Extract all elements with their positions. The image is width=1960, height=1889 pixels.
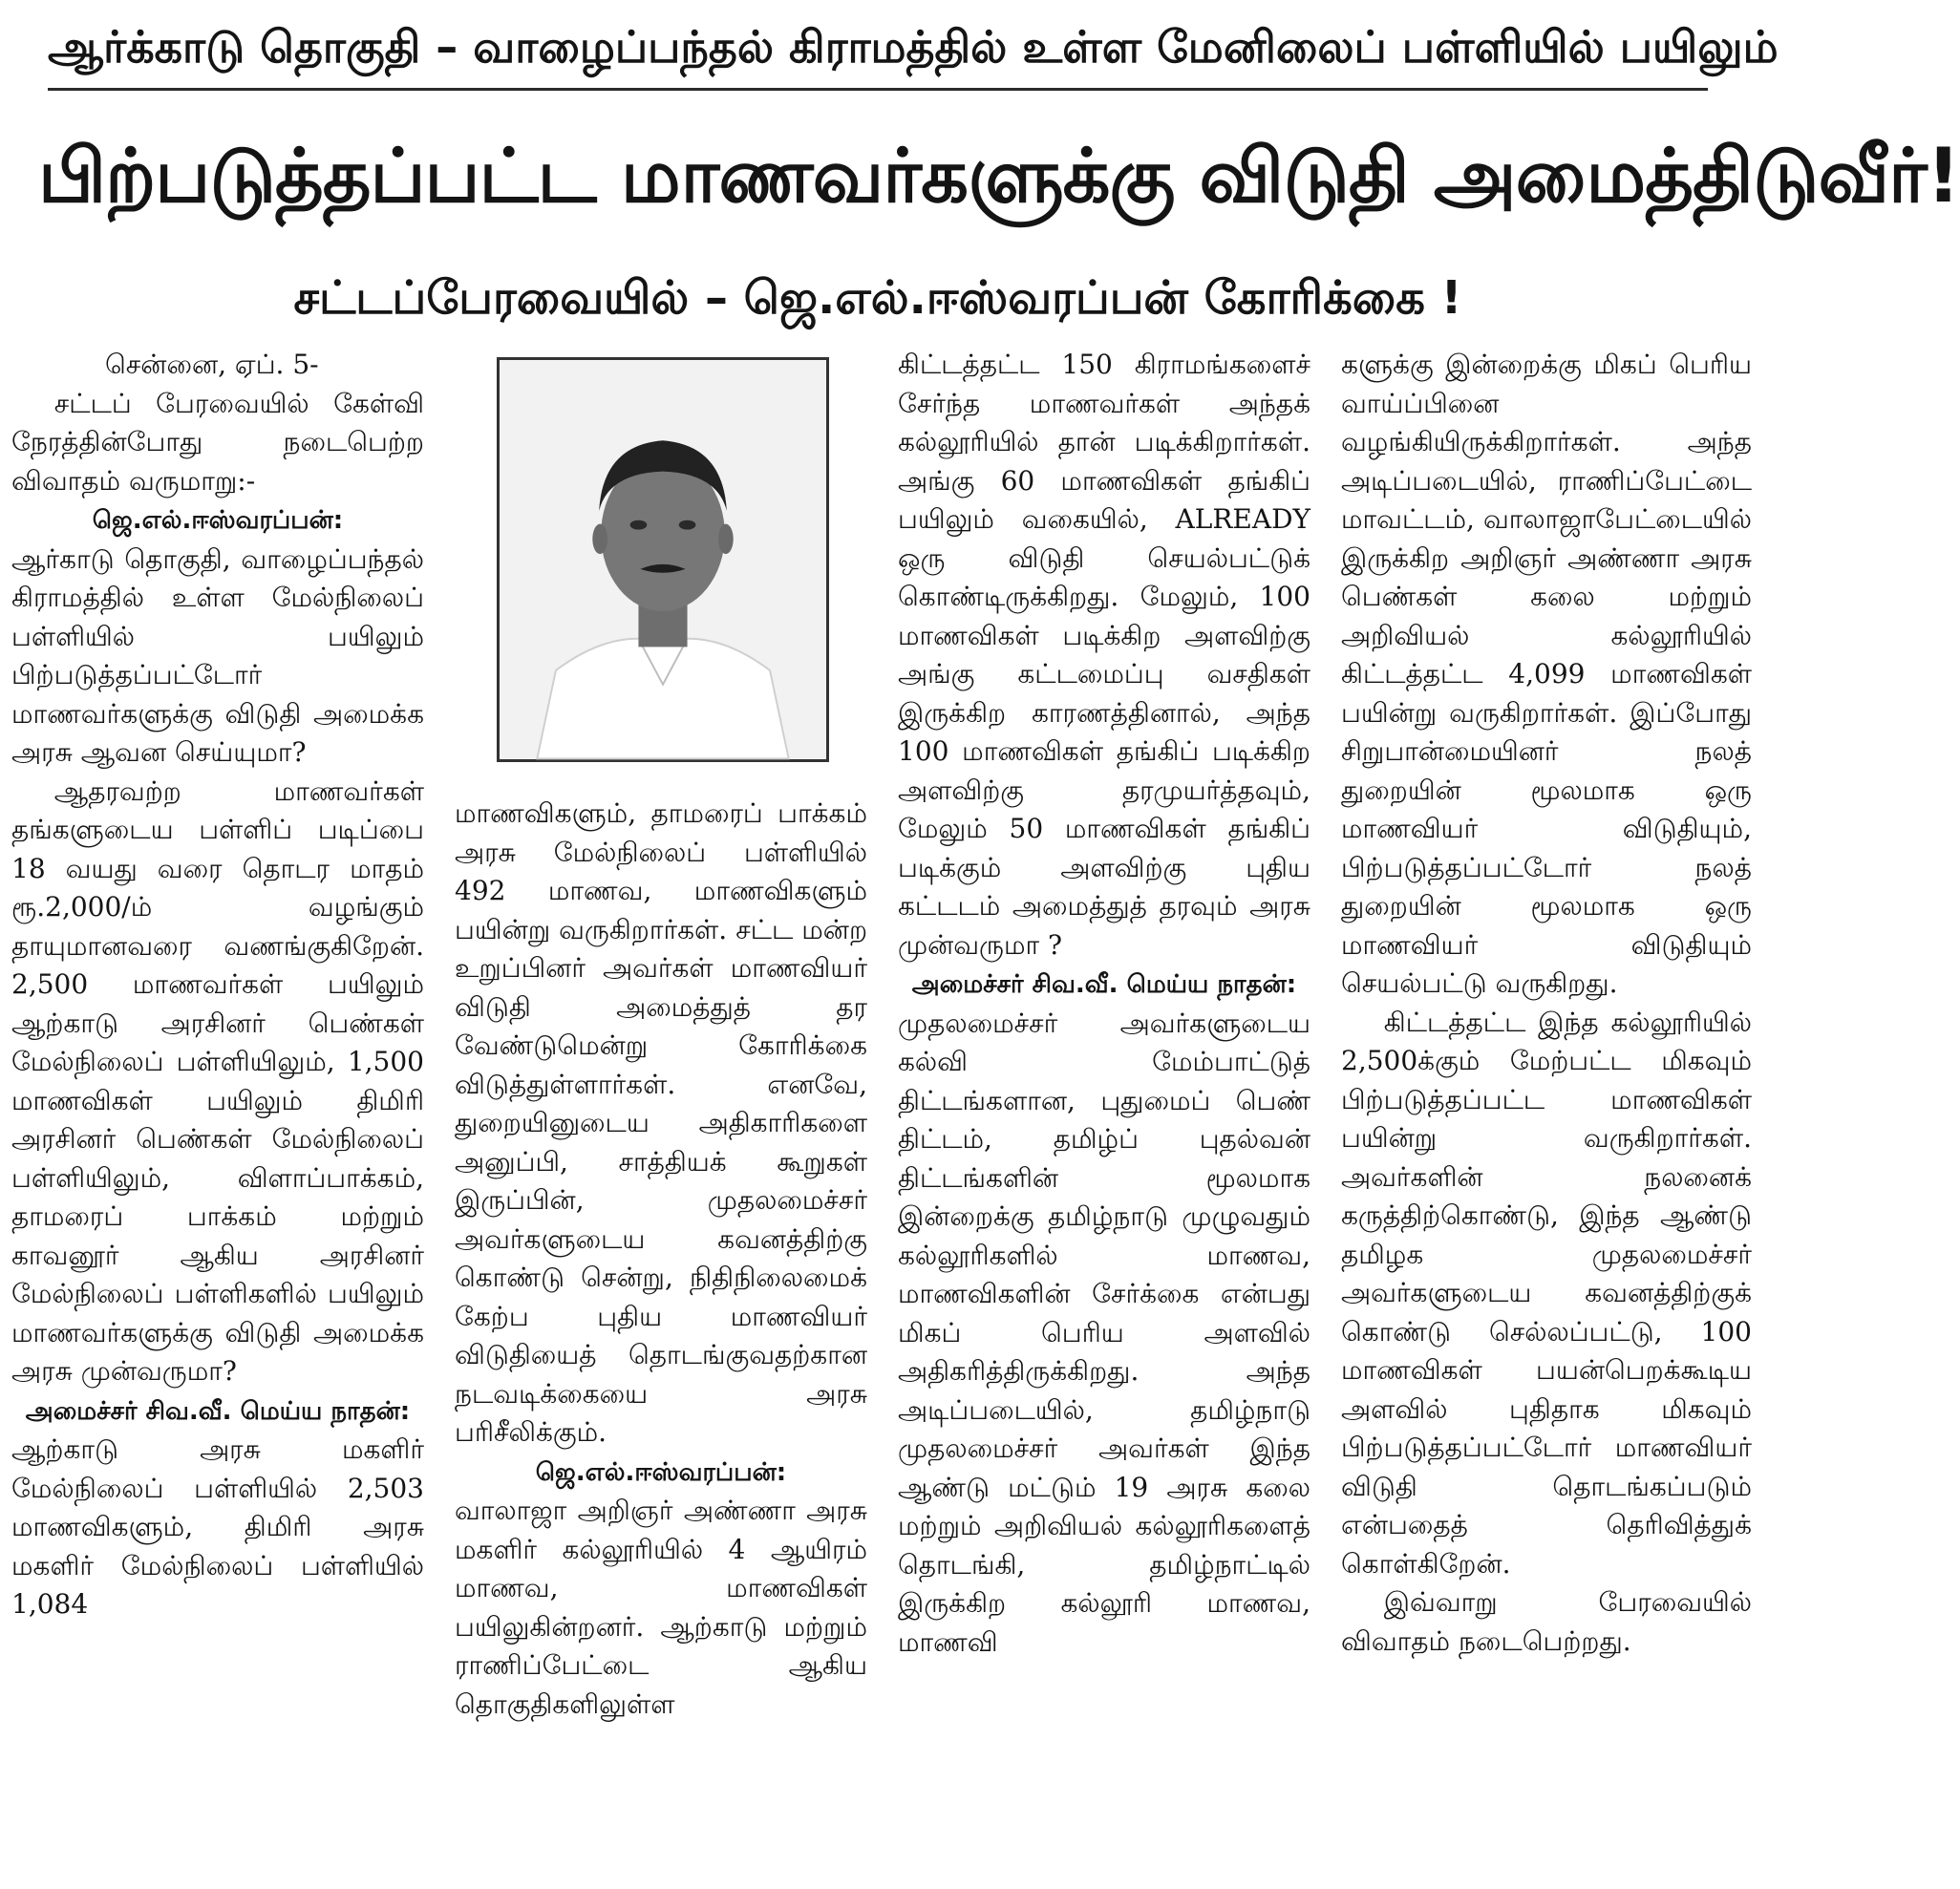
speaker-name: ஜெ.எல்.ஈஸ்வரப்பன்: — [535, 1457, 787, 1487]
paragraph: மாணவிகளும், தாமரைப் பாக்கம் அரசு மேல்நிலைப் பள்ளியில் 492 மாணவ, மாணவிகளும் பயின்று வருகிறார்கள். சட்ட மன்ற உறுப்பினர் அவர்கள் மாணவியர் விடுதி அமைத்துத் தர வேண்டுமென்று கோரிக்கை விடுத்துள்ளார்கள். எனவே, துறையினுடைய அதிகாரிகளை அனுப்பி, சாத்தியக் கூறுகள் இருப்பின், முதலமைச்சர் அவர்களுடைய கவனத்திற்கு கொண்டு சென்று, நிதிநிலைமைக் கேற்ப புதிய மாணவியர் விடுதியைத் தொடங்குவதற்கான நடவடிக்கையை அரசு பரிசீலிக்கும். — [455, 797, 867, 1448]
kicker-line: ஆர்க்காடு தொகுதி – வாழைப்பந்தல் கிராமத்தில் உள்ள மேனிலைப் பள்ளியில் பயிலும் — [48, 21, 1779, 73]
portrait-photo — [497, 357, 829, 762]
speaker-label — [898, 965, 1310, 1005]
speaker-label — [455, 1453, 867, 1493]
portrait-illustration — [500, 360, 826, 759]
paragraph: கிட்டத்தட்ட 150 கிராமங்களைச் சேர்ந்த மாணவர்கள் அந்தக் கல்லூரியில் தான் படிக்கிறார்கள். அங்கு 60 மாணவிகள் தங்கிப் பயிலும் வகையில், ALREADY ஒரு விடுதி செயல்பட்டுக் கொண்டிருக்கிறது. மேலும், 100 மாணவிகள் படிக்கிற அளவிற்கு அங்கு கட்டமைப்பு வசதிகள் இருக்கிற காரணத்தினால், அந்த 100 மாணவிகள் தங்கிப் படிக்கிற அளவிற்கு தரமுயர்த்தவும், மேலும் 50 மாணவிகள் தங்கிப் படிக்கும் அளவிற்கு புதிய கட்டடம் அமைத்துத் தரவும் அரசு முன்வருமா ? — [898, 349, 1310, 961]
dateline: சென்னை, ஏப். 5- — [105, 349, 319, 380]
paragraph: கிட்டத்தட்ட இந்த கல்லூரியில் 2,500க்கும் மேற்பட்ட மிகவும் பிற்படுத்தப்பட்ட மாணவிகள் பயின்று வருகிறார்கள். அவர்களின் நலனைக் கருத்திற்கொண்டு, இந்த ஆண்டு தமிழக முதலமைச்சர் அவர்களுடைய கவனத்திற்குக் கொண்டு செல்லப்பட்டு, 100 மாணவிகள் பயன்பெறக்கூடிய அளவில் புதிதாக மிகவும் பிற்படுத்தப்பட்டோர் மாணவியர் விடுதி தொடங்கப்படும் என்பதைத் தெரிவித்துக் கொள்கிறேன். — [1341, 1006, 1752, 1580]
speaker-name: அமைச்சர் சிவ.வீ. மெய்ய நாதன்: — [911, 970, 1297, 999]
paragraph: களுக்கு இன்றைக்கு மிகப் பெரிய வாய்ப்பினை வழங்கியிருக்கிறார்கள். அந்த அடிப்படையில், ராணிப்பேட்டை மாவட்டம், வாலாஜாபேட்டையில் இருக்கிற அறிஞர் அண்ணா அரசு பெண்கள் கலை மற்றும் அறிவியல் கல்லூரியில் கிட்டத்தட்ட 4,099 மாணவிகள் பயின்று வருகிறார்கள். இப்போது சிறுபான்மையினர் நலத் துறையின் மூலமாக ஒரு மாணவியர் விடுதியும், பிற்படுத்தப்பட்டோர் நலத் துறையின் மூலமாக ஒரு மாணவியர் விடுதியும் செயல்பட்டு வருகிறது. — [1341, 349, 1752, 999]
speaker-label — [11, 500, 424, 541]
article-column-2 — [455, 795, 867, 1881]
divider-rule — [48, 88, 1708, 91]
speaker-name: ஜெ.எல்.ஈஸ்வரப்பன்: — [92, 506, 344, 535]
article-column-1 — [11, 346, 424, 1881]
speaker-name: அமைச்சர் சிவ.வீ. மெய்ய நாதன்: — [25, 1396, 411, 1426]
paragraph: வாலாஜா அறிஞர் அண்ணா அரசு மகளிர் கல்லூரியில் 4 ஆயிரம் மாணவ, மாணவிகள் பயிலுகின்றனர். ஆற்காடு மற்றும் ராணிப்பேட்டை ஆகிய தொகுதிகளிலுள்ள — [455, 1495, 867, 1720]
paragraph: ஆர்காடு தொகுதி, வாழைப்பந்தல் கிராமத்தில் உள்ள மேல்நிலைப் பள்ளியில் பயிலும் பிற்படுத்தப்பட்டோர் மாணவர்களுக்கு விடுதி அமைக்க அரசு ஆவன செய்யுமா? — [11, 542, 424, 768]
paragraph: முதலமைச்சர் அவர்களுடைய கல்வி மேம்பாட்டுத் திட்டங்களான, புதுமைப் பெண் திட்டம், தமிழ்ப் புதல்வன் திட்டங்களின் மூலமாக இன்றைக்கு தமிழ்நாடு முழுவதும் கல்லூரிகளில் மாணவ, மாணவிகளின் சேர்க்கை என்பது மிகப் பெரிய அளவில் அதிகரித்திருக்கிறது. அந்த அடிப்படையில், தமிழ்நாடு முதலமைச்சர் அவர்கள் இந்த ஆண்டு மட்டும் 19 அரசு கலை மற்றும் அறிவியல் கல்லூரிகளைத் தொடங்கி, தமிழ்நாட்டில் இருக்கிற கல்லூரி மாணவ, மாணவி — [898, 1007, 1310, 1658]
speaker-label — [11, 1391, 424, 1432]
article-column-3 — [898, 346, 1310, 1881]
paragraph: ஆதரவற்ற மாணவர்கள் தங்களுடைய பள்ளிப் படிப்பை 18 வயது வரை தொடர மாதம் ரூ.2,000/ம் வழங்கும் தாயுமானவரை வணங்குகிறேன். 2,500 மாணவர்கள் பயிலும் ஆற்காடு அரசினர் பெண்கள் மேல்நிலைப் பள்ளியிலும், 1,500 மாணவிகள் பயிலும் திமிரி அரசினர் பெண்கள் மேல்நிலைப் பள்ளியிலும், விளாப்பாக்கம், தாமரைப் பாக்கம் மற்றும் காவனூர் ஆகிய அரசினர் மேல்நிலைப் பள்ளிகளில் பயிலும் மாணவர்களுக்கு விடுதி அமைக்க அரசு முன்வருமா? — [11, 775, 424, 1387]
article-column-4 — [1341, 346, 1752, 1881]
subheadline: சட்டப்பேரவையில் – ஜெ.எல்.ஈஸ்வரப்பன் கோரிக்கை ! — [293, 271, 1462, 325]
paragraph: சட்டப் பேரவையில் கேள்வி நேரத்தின்போது நடைபெற்ற விவாதம் வருமாறு:- — [11, 387, 424, 497]
paragraph: ஆற்காடு அரசு மகளிர் மேல்நிலைப் பள்ளியில் 2,503 மாணவிகளும், திமிரி அரசு மகளிர் மேல்நிலைப் பள்ளியில் 1,084 — [11, 1433, 424, 1620]
headline: பிற்படுத்தப்பட்ட மாணவர்களுக்கு விடுதி அமைத்திடுவீர்! — [38, 134, 1960, 220]
paragraph: இவ்வாறு பேரவையில் விவாதம் நடைபெற்றது. — [1341, 1586, 1752, 1657]
